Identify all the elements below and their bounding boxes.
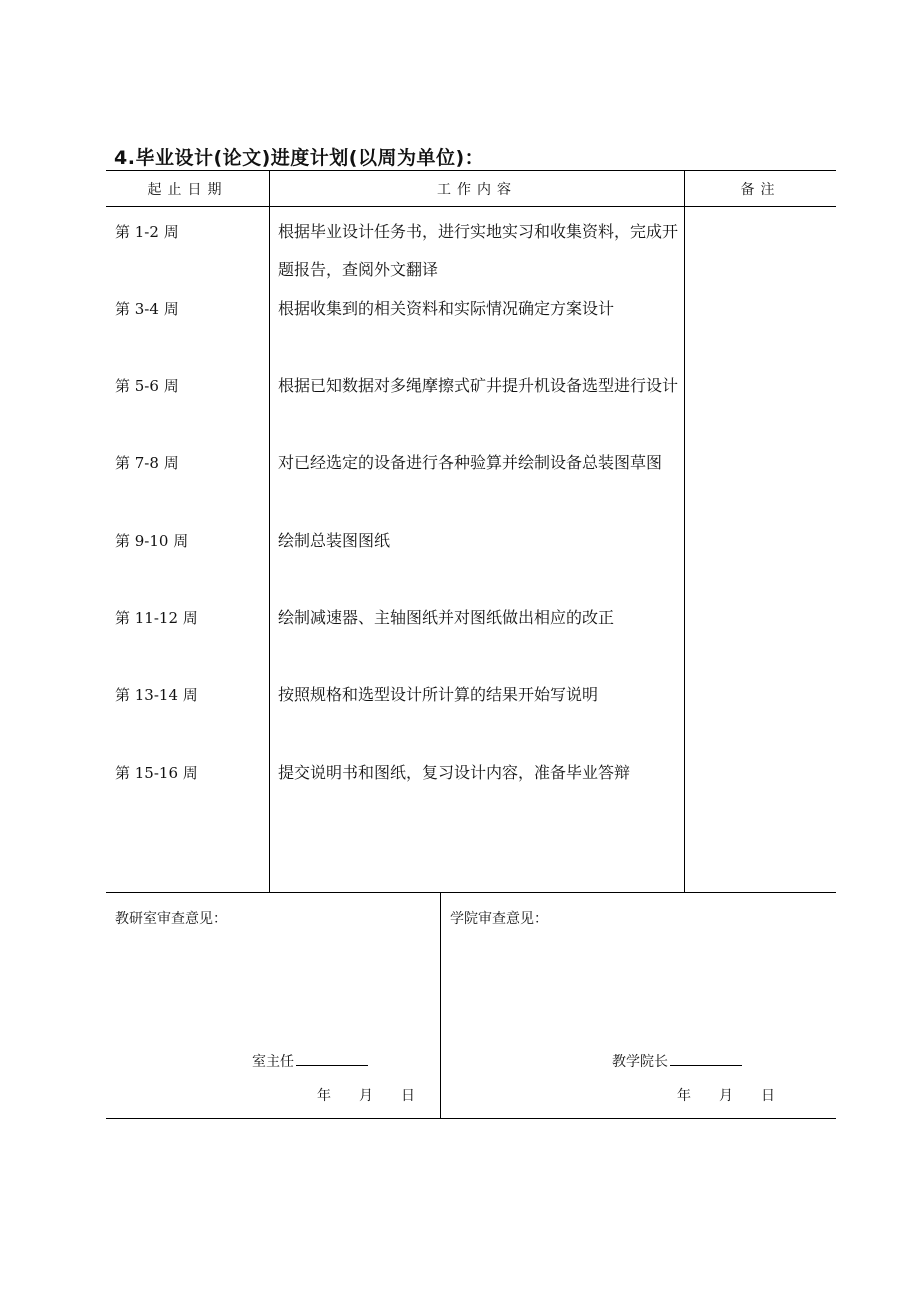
review-divider (440, 892, 441, 1119)
row-content: 提交说明书和图纸，复习设计内容，准备毕业答辩 (278, 763, 631, 782)
dept-review-label: 教研室审查意见： (115, 911, 227, 927)
dept-signature-line (252, 1051, 368, 1071)
row-content: 根据毕业设计任务书，进行实地实习和收集资料，完成开题报告，查阅外文翻译 (278, 222, 679, 279)
month-label: 月 (359, 1088, 373, 1104)
row-date: 第 13-14 周 (115, 686, 198, 704)
column-divider-date (269, 170, 270, 893)
row-content: 对已经选定的设备进行各种验算并绘制设备总装图草图 (278, 453, 663, 472)
section-title: 4.毕业设计(论文)进度计划(以周为单位)： (114, 147, 485, 169)
header-remarks: 备注 (740, 182, 781, 198)
year-label: 年 (677, 1088, 691, 1104)
row-date: 第 3-4 周 (115, 300, 179, 318)
signature-underline (296, 1051, 368, 1066)
dept-signer-label: 室主任 (252, 1054, 294, 1070)
row-date: 第 7-8 周 (115, 454, 179, 472)
college-date-line (677, 1085, 775, 1105)
row-date: 第 5-6 周 (115, 377, 179, 395)
college-signer-label: 教学院长 (612, 1054, 668, 1070)
row-content: 绘制总装图图纸 (278, 531, 391, 550)
year-label: 年 (317, 1088, 331, 1104)
row-content: 根据已知数据对多绳摩擦式矿井提升机设备选型进行设计 (278, 376, 679, 395)
table-bottom-border (106, 892, 836, 893)
day-label: 日 (761, 1088, 775, 1104)
header-bottom-border (106, 206, 836, 207)
header-content: 工作内容 (437, 182, 517, 198)
row-content: 按照规格和选型设计所计算的结果开始写说明 (278, 685, 599, 704)
header-date: 起止日期 (147, 182, 228, 198)
row-content: 根据收集到的相关资料和实际情况确定方案设计 (278, 299, 615, 318)
review-bottom-border (106, 1118, 836, 1119)
row-date: 第 1-2 周 (115, 223, 179, 241)
college-signature-line (612, 1051, 742, 1071)
row-content: 绘制减速器、主轴图纸并对图纸做出相应的改正 (278, 608, 615, 627)
table-top-border (106, 170, 836, 171)
dept-date-line (317, 1085, 415, 1105)
row-date: 第 15-16 周 (115, 764, 198, 782)
month-label: 月 (719, 1088, 733, 1104)
row-date: 第 11-12 周 (115, 609, 198, 627)
column-divider-remarks (684, 170, 685, 893)
signature-underline (670, 1051, 742, 1066)
row-date: 第 9-10 周 (115, 532, 189, 550)
day-label: 日 (401, 1088, 415, 1104)
college-review-label: 学院审查意见： (450, 911, 548, 927)
